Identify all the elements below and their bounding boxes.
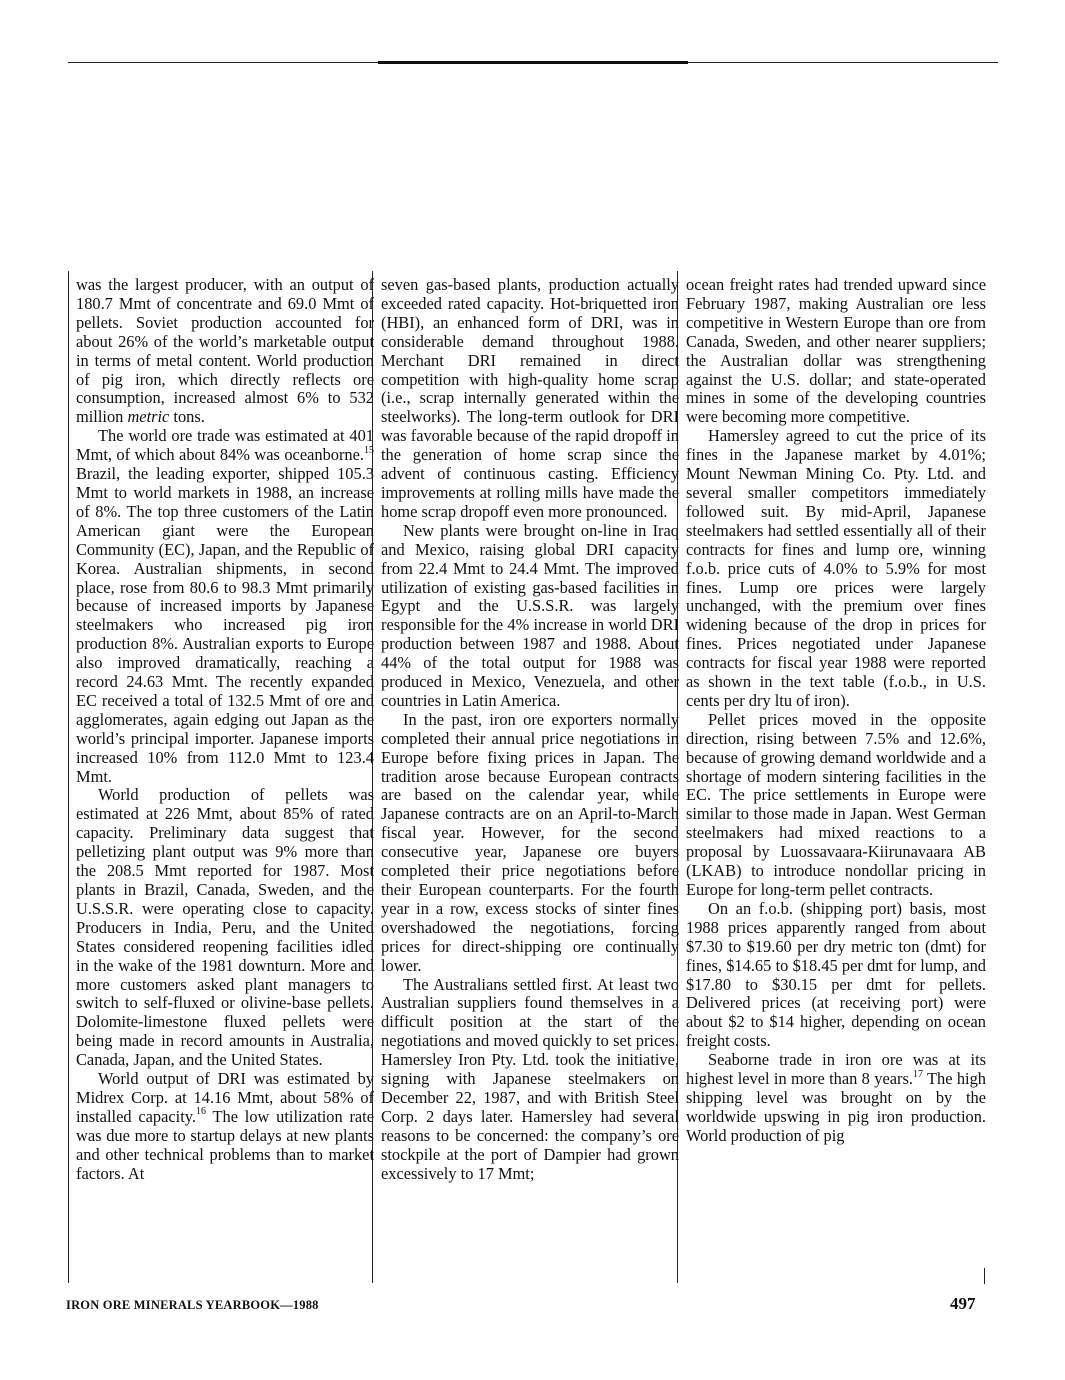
text-column-2 (381, 276, 679, 1184)
paragraph: New plants were brought on-line in Iraq and Mexico, raising global DRI capacity from 22.4 Mmt to 24.4 Mmt. The improved utilization of existing gas-based facilities in Egypt and the U.S.S.R. was largely responsible for the 4% increase in world DRI production between 1987 and 1988. About 44% of the total output for 1988 was produced in Mexico, Venezuela, and other countries in Latin America. (381, 520, 679, 710)
column-rule-right (984, 1268, 985, 1284)
footnote-ref: 16 (195, 1106, 206, 1118)
header-rule-accent (378, 61, 688, 64)
column-rule-left (68, 271, 69, 1283)
page-number: 497 (950, 1294, 976, 1313)
footnote-ref: 15 (364, 444, 374, 456)
running-footer-title: IRON ORE MINERALS YEARBOOK—1988 (66, 1298, 319, 1312)
paragraph: World output of DRI was estimated by Midrex Corp. at 14.16 Mmt, about 58% of installed capacity.$^{16}$ The low utilization rate was due more to startup delays at new plants and other technical problems than to market factors. At (76, 1069, 375, 1183)
paragraph: Pellet prices moved in the opposite direction, rising between 7.5% and 12.6%, because of growing demand worldwide and a shortage of modern sintering facilities in the EC. The price settlements in Europe were similar to those made in Japan. West German steelmakers had mixed reactions to a proposal by Luossavaara-Kiirunavaara AB (LKAB) to introduce nondollar pricing in Europe for long-term pellet contracts. (686, 709, 986, 899)
paragraph: World production of pellets was estimated at 226 Mmt, about 85% of rated capacity. Preliminary data suggest that pelletizing plant output was 9% more than the 208.5 Mmt reported for 1987. Most plants in Brazil, Canada, Sweden, and the U.S.S.R. were operating close to capacity. Producers in India, Peru, and the United States considered reopening facilities idled in the wake of the 1981 downturn. More and more customers asked plant managers to switch to self-fluxed or olivine-base pellets. Dolomite-limestone fluxed pellets were being made in record amounts in Australia, Canada, Japan, and the United States. (76, 785, 374, 1070)
paragraph: seven gas-based plants, production actually exceeded rated capacity. Hot-briquetted iron (HBI), an enhanced form of DRI, was in considerable demand throughout 1988. Merchant DRI remained in direct competition with high-quality home scrap (i.e., scrap internally generated within the steelworks). The long-term outlook for DRI was favorable because of the rapid dropoff in the generation of home scrap since the advent of continuous casting. Efficiency improvements at rolling mills have made the home scrap dropoff even more pronounced. (381, 275, 679, 521)
paragraph: Hamersley agreed to cut the price of its fines in the Japanese market by 4.01%; Mount Newman Mining Co. Pty. Ltd. and several smaller competitors immediately followed suit. By mid-April, Japanese steelmakers had settled essentially all of their contracts for fines and lump ore, winning f.o.b. price cuts of 4.0% to 5.9% for most fines. Lump ore prices were largely unchanged, with the premium over fines widening because of the drop in prices for fines. Prices negotiated under Japanese contracts for fiscal year 1988 were reported as shown in the text table (f.o.b., in U.S. cents per dry ltu of iron). (686, 426, 986, 710)
paragraph: was the largest producer, with an output of 180.7 Mmt of concentrate and 69.0 Mmt of pellets. Soviet production accounted for about 26% of the world’s marketable output in terms of metal content. World production of pig iron, which directly reflects ore consumption, increased almost 6% to 532 million metric tons. (76, 275, 374, 427)
paragraph: In the past, iron ore exporters normally completed their annual price negotiations in Europe before fixing prices in Japan. The tradition arose because European contracts are based on the calendar year, while Japanese contracts are on an April-to-March fiscal year. However, for the second consecutive year, Japanese ore buyers completed their price negotiations before their European counterparts. For the fourth year in a row, excess stocks of sinter fines overshadowed the negotiations, forcing prices for direct-shipping ore continually lower. (381, 709, 679, 975)
paragraph: ocean freight rates had trended upward since February 1987, making Australian ore less competitive in Western Europe than ore from Canada, Sweden, and other nearer suppliers; the Australian dollar was strengthening against the U.S. dollar; and state-operated mines in some of the developing countries were becoming more competitive. (686, 275, 986, 427)
paragraph: Seaborne trade in iron ore was at its highest level in more than 8 years.$^{17}$ The high shipping level was brought on by the worldwide upswing in pig iron production. World production of pig (686, 1050, 986, 1145)
text-column-1 (76, 276, 374, 1184)
paragraph: The Australians settled first. At least two Australian suppliers found themselves in a difficult position at the start of the negotiations and moved quickly to set prices. Hamersley Iron Pty. Ltd. took the initiative, signing with Japanese steelmakers on December 22, 1987, and with British Steel Corp. 2 days later. Hamersley had several reasons to be concerned: the company’s ore stockpile at the port of Dampier had grown excessively to 17 Mmt; (381, 974, 679, 1183)
paragraph: The world ore trade was estimated at 401 Mmt, of which about 84% was oceanborne.$^{15}$ Brazil, the leading exporter, shipped 105.3 Mmt to world markets in 1988, an increase of 8%. The top three customers of the Latin American giant were the European Community (EC), Japan, and the Republic of Korea. Australian shipments, in second place, rose from 80.6 to 98.3 Mmt primarily because of increased imports by Japanese steelmakers who increased pig iron production 8%. Australian exports to Europe also improved dramatically, reaching a record 24.63 Mmt. The recently expanded EC received a total of 132.5 Mmt of ore and agglomerates, again edging out Japan as the world’s principal importer. Japanese imports increased 10% from 112.0 Mmt to 123.4 Mmt. (76, 426, 374, 786)
footnote-ref: 17 (912, 1068, 923, 1080)
paragraph: On an f.o.b. (shipping port) basis, most 1988 prices apparently ranged from about $7.30 to $19.60 per dry metric ton (dmt) for fines, $14.65 to $18.45 per dmt for lump, and $17.80 to $30.15 per dmt for pellets. Delivered prices (at receiving port) were about $2 to $14 higher, depending on ocean freight costs. (686, 898, 986, 1051)
text-column-3 (686, 276, 986, 1146)
